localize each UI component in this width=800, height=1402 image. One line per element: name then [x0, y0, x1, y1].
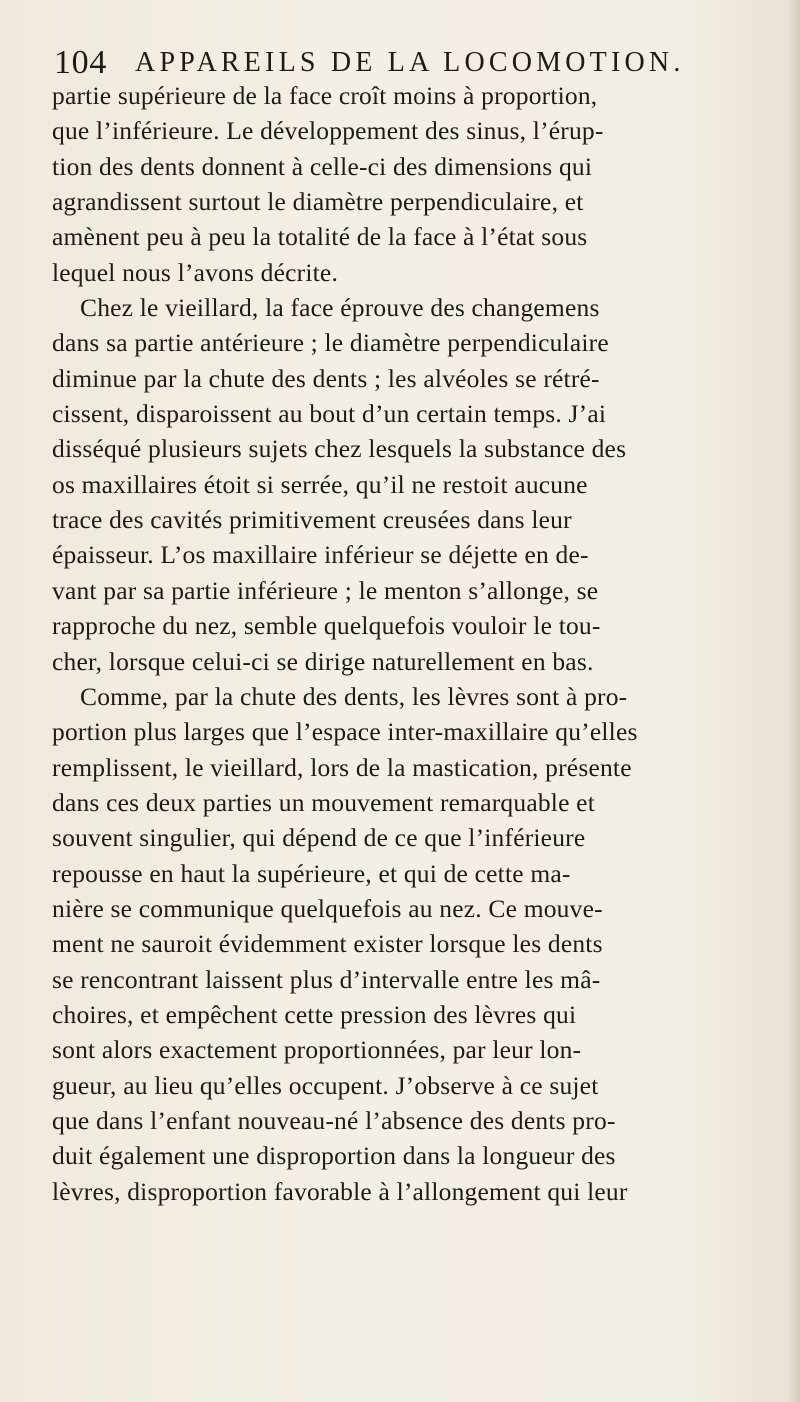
text-line: cher, lorsque celui-ci se dirige naturellement en bas.	[52, 646, 594, 676]
text-line: sont alors exactement proportionnées, par leur lon-	[52, 1035, 582, 1065]
text-line: Chez le vieillard, la face éprouve des changemens	[80, 293, 600, 323]
text-line: dans sa partie antérieure ; le diamètre perpendiculaire	[52, 328, 609, 358]
text-line: partie supérieure de la face croît moins à proportion,	[52, 81, 598, 110]
text-line: amènent peu à peu la totalité de la face à l’état sous	[52, 222, 588, 252]
text-line: rapproche du nez, semble quelquefois vouloir le tou-	[52, 611, 601, 641]
page-number: 104	[54, 44, 108, 81]
text-line: diminue par la chute des dents ; les alvéoles se rétré-	[52, 363, 600, 393]
running-title: APPAREILS DE LA LOCOMOTION.	[135, 47, 685, 78]
text-line: repousse en haut la supérieure, et qui de cette ma-	[52, 858, 571, 888]
text-line: que dans l’enfant nouveau-né l’absence des dents pro-	[52, 1105, 616, 1135]
text-line: tion des dents donnent à celle-ci des dimensions qui	[52, 151, 593, 181]
page-header	[54, 46, 774, 80]
text-line: lequel nous l’avons décrite.	[52, 257, 339, 287]
text-line: souvent singulier, qui dépend de ce que l’inférieure	[52, 823, 586, 853]
text-line: trace des cavités primitivement creusées dans leur	[52, 505, 572, 535]
text-line: remplissent, le vieillard, lors de la mastication, présente	[52, 752, 632, 782]
text-line: nière se communique quelquefois au nez. Ce mouve-	[52, 893, 603, 923]
text-line: disséqué plusieurs sujets chez lesquels la substance des	[52, 434, 627, 464]
text-line: Comme, par la chute des dents, les lèvres sont à pro-	[80, 681, 628, 711]
page-edge-shadow	[788, 0, 800, 1402]
text-line: ment ne sauroit évidemment exister lorsque les dents	[52, 929, 603, 959]
text-line: gueur, au lieu qu’elles occupent. J’observe à ce sujet	[52, 1070, 599, 1100]
text-line: choires, et empêchent cette pression des lèvres qui	[52, 999, 577, 1029]
text-line: se rencontrant laissent plus d’intervalle entre les mâ-	[52, 964, 601, 994]
text-line: os maxillaires étoit si serrée, qu’il ne restoit aucune	[52, 469, 588, 499]
text-line: épaisseur. L’os maxillaire inférieur se déjette en de-	[52, 540, 589, 570]
text-line: vant par sa partie inférieure ; le menton s’allonge, se	[52, 575, 599, 605]
body-text	[52, 78, 792, 1209]
text-line: que l’inférieure. Le développement des sinus, l’érup-	[52, 116, 604, 146]
text-line: dans ces deux parties un mouvement remarquable et	[52, 787, 595, 817]
text-line: agrandissent surtout le diamètre perpendiculaire, et	[52, 187, 584, 217]
text-line: duit également une disproportion dans la longueur des	[52, 1141, 616, 1171]
text-line: portion plus larges que l’espace inter-maxillaire qu’elles	[52, 717, 638, 747]
text-line: cissent, disparoissent au bout d’un certain temps. J’ai	[52, 399, 607, 429]
text-line: lèvres, disproportion favorable à l’allongement qui leur	[52, 1176, 628, 1206]
